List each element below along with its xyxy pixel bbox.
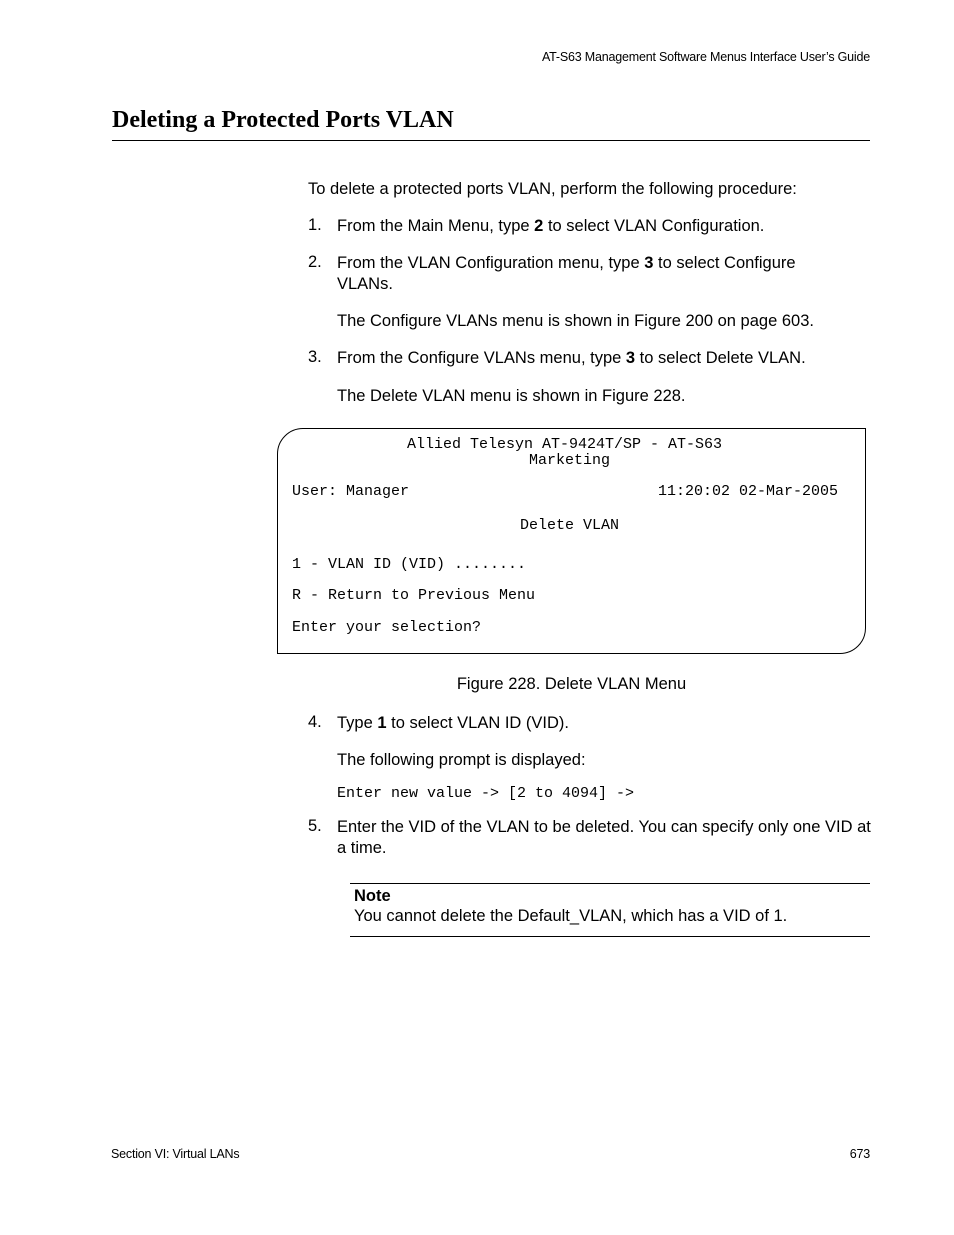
footer-section: Section VI: Virtual LANs bbox=[111, 1147, 240, 1161]
screen-prompt: Enter your selection? bbox=[292, 619, 482, 636]
step-number: 1. bbox=[308, 216, 322, 234]
screen-system-name: Marketing bbox=[529, 452, 611, 469]
screen-option-vlan-id: 1 - VLAN ID (VID) ........ bbox=[292, 556, 527, 573]
figure-caption: Figure 228. Delete VLAN Menu bbox=[456, 675, 687, 693]
screen-banner: Allied Telesyn AT-9424T/SP - AT-S63 bbox=[407, 436, 723, 453]
screen-user: User: Manager bbox=[292, 483, 410, 500]
step-note: The Configure VLANs menu is shown in Figure 200 on page 603. bbox=[337, 312, 814, 330]
step-note: The Delete VLAN menu is shown in Figure 228. bbox=[337, 387, 686, 405]
step-number: 3. bbox=[308, 348, 322, 366]
step-text: From the VLAN Configuration menu, type 3 to select Configure VLANs. bbox=[337, 254, 796, 293]
prompt-code: Enter new value -> [2 to 4094] -> bbox=[337, 785, 635, 802]
note-text: You cannot delete the Default_VLAN, which has a VID of 1. bbox=[354, 907, 788, 925]
step-note: The following prompt is displayed: bbox=[337, 751, 586, 769]
intro-paragraph: To delete a protected ports VLAN, perform the following procedure: bbox=[308, 180, 797, 198]
note-label: Note bbox=[354, 887, 391, 905]
step-number: 2. bbox=[308, 253, 322, 271]
screen-datetime: 11:20:02 02-Mar-2005 bbox=[658, 483, 839, 500]
title-rule bbox=[112, 140, 870, 141]
screen-option-return: R - Return to Previous Menu bbox=[292, 587, 536, 604]
section-title: Deleting a Protected Ports VLAN bbox=[112, 107, 454, 133]
page-number: 673 bbox=[849, 1147, 870, 1161]
step-text: From the Main Menu, type 2 to select VLAN Configuration. bbox=[337, 217, 765, 235]
step-text: From the Configure VLANs menu, type 3 to select Delete VLAN. bbox=[337, 349, 806, 367]
note-bottom-rule bbox=[350, 936, 870, 937]
note-top-rule bbox=[350, 883, 870, 884]
screen-menu-title: Delete VLAN bbox=[520, 517, 620, 534]
running-header: AT-S63 Management Software Menus Interface User’s Guide bbox=[541, 50, 870, 64]
delete-vlan-menu-screen bbox=[277, 428, 866, 654]
step-number: 4. bbox=[308, 713, 322, 731]
step-text: Enter the VID of the VLAN to be deleted. You can specify only one VID at a time. bbox=[337, 818, 871, 857]
step-number: 5. bbox=[308, 817, 322, 835]
step-text: Type 1 to select VLAN ID (VID). bbox=[337, 714, 570, 732]
